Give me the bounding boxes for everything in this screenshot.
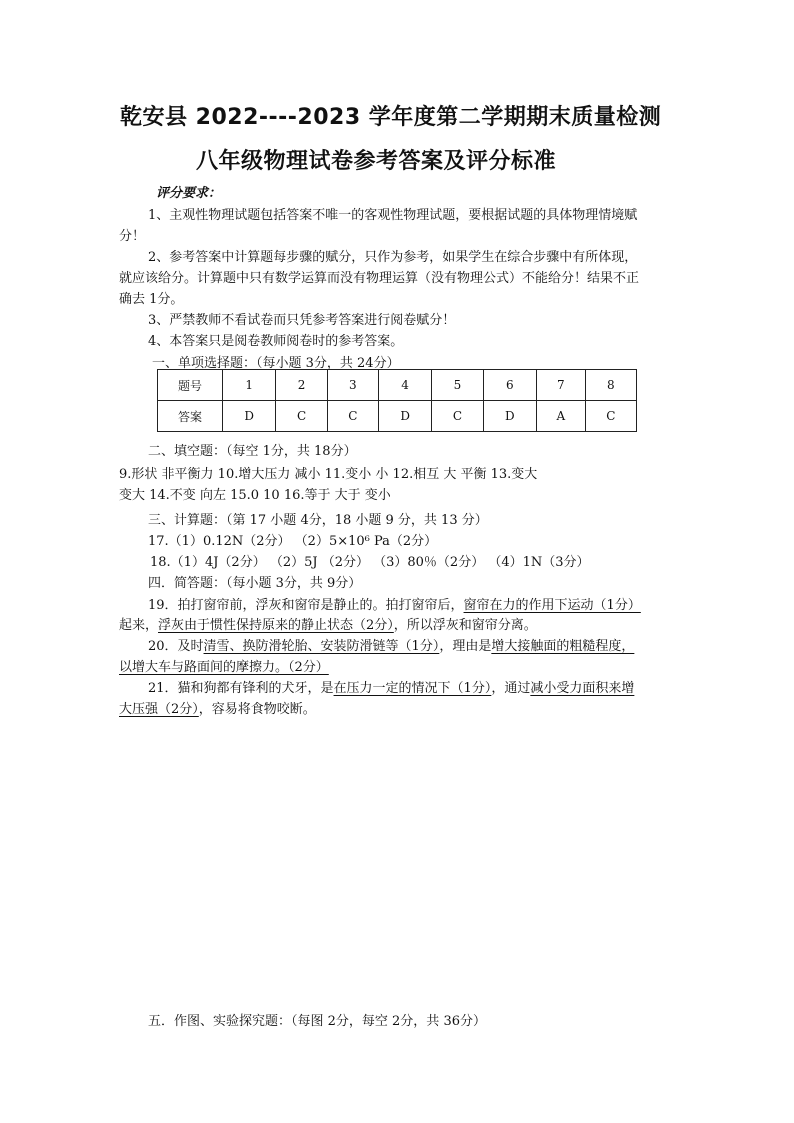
section5-heading: 五．作图、实验探究题：（每图 2分，每空 2分，共 36分） xyxy=(148,1014,486,1029)
short-answer-q21-line2 xyxy=(119,698,316,717)
q20-key-point-1: 清雪、换防滑轮胎、安装防滑链等（1分） xyxy=(203,639,440,654)
page-title: 乾安县 2022----2023 学年度第二学期期末质量检测 xyxy=(120,105,662,130)
q19-key-point-1: 窗帘在力的作用下运动（1分） xyxy=(463,598,641,613)
requirements-label: 评分要求： xyxy=(156,186,222,201)
answer-cell: D xyxy=(378,401,431,432)
short-answer-q21-line1 xyxy=(148,677,634,696)
question-number: 4 xyxy=(378,370,431,401)
q21-key-point-2: 减小受力面积来增 xyxy=(530,681,635,696)
answer-table xyxy=(157,369,637,432)
section4-heading: 四．简答题：（每小题 3分，共 9分） xyxy=(148,576,362,591)
q20-text: 20．及时 xyxy=(148,639,204,654)
row-label-number: 题号 xyxy=(158,370,223,401)
row-label-answer: 答案 xyxy=(158,401,223,432)
answer-cell: C xyxy=(585,401,636,432)
fill-answers-line1: 9.形状 非平衡力 10.增大压力 减小 11.变小 小 12.相互 大 平衡 13.变大 xyxy=(119,467,538,482)
q20-key-point-2: 增大接触面的粗糙程度， xyxy=(491,639,635,654)
answer-cell: A xyxy=(537,401,586,432)
question-number: 7 xyxy=(537,370,586,401)
requirement-2-line2: 就应该给分。计算题中只有数学运算而没有物理运算（没有物理公式）不能给分！结果不正 xyxy=(119,271,640,286)
calc-q18: 18.（1）4J（2分） （2）5J （2分） （3）80％（2分） （4）1N（3分） xyxy=(150,555,590,570)
section2-heading: 二、填空题：（每空 1分，共 18分） xyxy=(148,444,357,459)
q20-key-point-3: 以增大车与路面间的摩擦力。（2分） xyxy=(119,660,329,675)
requirement-3: 3、严禁教师不看试卷而只凭参考答案进行阅卷赋分！ xyxy=(148,313,456,328)
question-number: 1 xyxy=(223,370,276,401)
short-answer-q19-line2 xyxy=(119,614,537,633)
question-number: 2 xyxy=(276,370,327,401)
answer-cell: C xyxy=(327,401,378,432)
q21-text: 21．猫和狗都有锋利的犬牙，是 xyxy=(148,681,334,696)
short-answer-q19-line1 xyxy=(148,594,641,613)
question-number: 8 xyxy=(585,370,636,401)
question-number: 5 xyxy=(432,370,483,401)
requirement-2-line3: 确去 1分。 xyxy=(119,292,184,307)
q21-text-end: ，容易将食物咬断。 xyxy=(198,702,316,717)
short-answer-q20-line2 xyxy=(119,656,329,675)
page-subtitle: 八年级物理试卷参考答案及评分标准 xyxy=(196,149,557,174)
answer-cell: D xyxy=(483,401,536,432)
requirement-2-line1: 2、参考答案中计算题每步骤的赋分，只作为参考，如果学生在综合步骤中有所体现， xyxy=(148,250,638,265)
calc-q17: 17.（1）0.12N（2分） （2）5×10⁶ Pa（2分） xyxy=(148,534,438,549)
q19-text-end: ，所以浮灰和窗帘分离。 xyxy=(393,618,537,633)
section1-heading: 一、单项选择题：（每小题 3分，共 24分） xyxy=(152,356,400,371)
table-row-numbers xyxy=(158,370,637,401)
q21-key-point-3: 大压强（2分） xyxy=(119,702,199,717)
answer-cell: C xyxy=(432,401,483,432)
requirement-4: 4、本答案只是阅卷教师阅卷时的参考答案。 xyxy=(148,334,404,349)
table-row-answers xyxy=(158,401,637,432)
short-answer-q20-line1 xyxy=(148,635,634,654)
question-number: 3 xyxy=(327,370,378,401)
q20-text-mid: ，理由是 xyxy=(439,639,492,654)
question-number: 6 xyxy=(483,370,536,401)
answer-cell: D xyxy=(223,401,276,432)
q19-text: 19．拍打窗帘前，浮灰和窗帘是静止的。拍打窗帘后， xyxy=(148,598,464,613)
q19-key-point-2: 浮灰由于惯性保持原来的静止状态（2分） xyxy=(158,618,394,633)
fill-answers-line2: 变大 14.不变 向左 15.0 10 16.等于 大于 变小 xyxy=(119,488,391,503)
q21-text-mid: ，通过 xyxy=(491,681,531,696)
q19-text-cont: 起来， xyxy=(119,618,159,633)
section3-heading: 三、计算题：（第 17 小题 4分，18 小题 9 分，共 13 分） xyxy=(148,513,488,528)
requirement-1-line1: 1、主观性物理试题包括答案不唯一的客观性物理试题，要根据试题的具体物理情境赋 xyxy=(148,208,638,223)
q21-key-point-1: 在压力一定的情况下（1分） xyxy=(333,681,492,696)
requirement-1-line2: 分！ xyxy=(119,229,146,244)
answer-cell: C xyxy=(276,401,327,432)
